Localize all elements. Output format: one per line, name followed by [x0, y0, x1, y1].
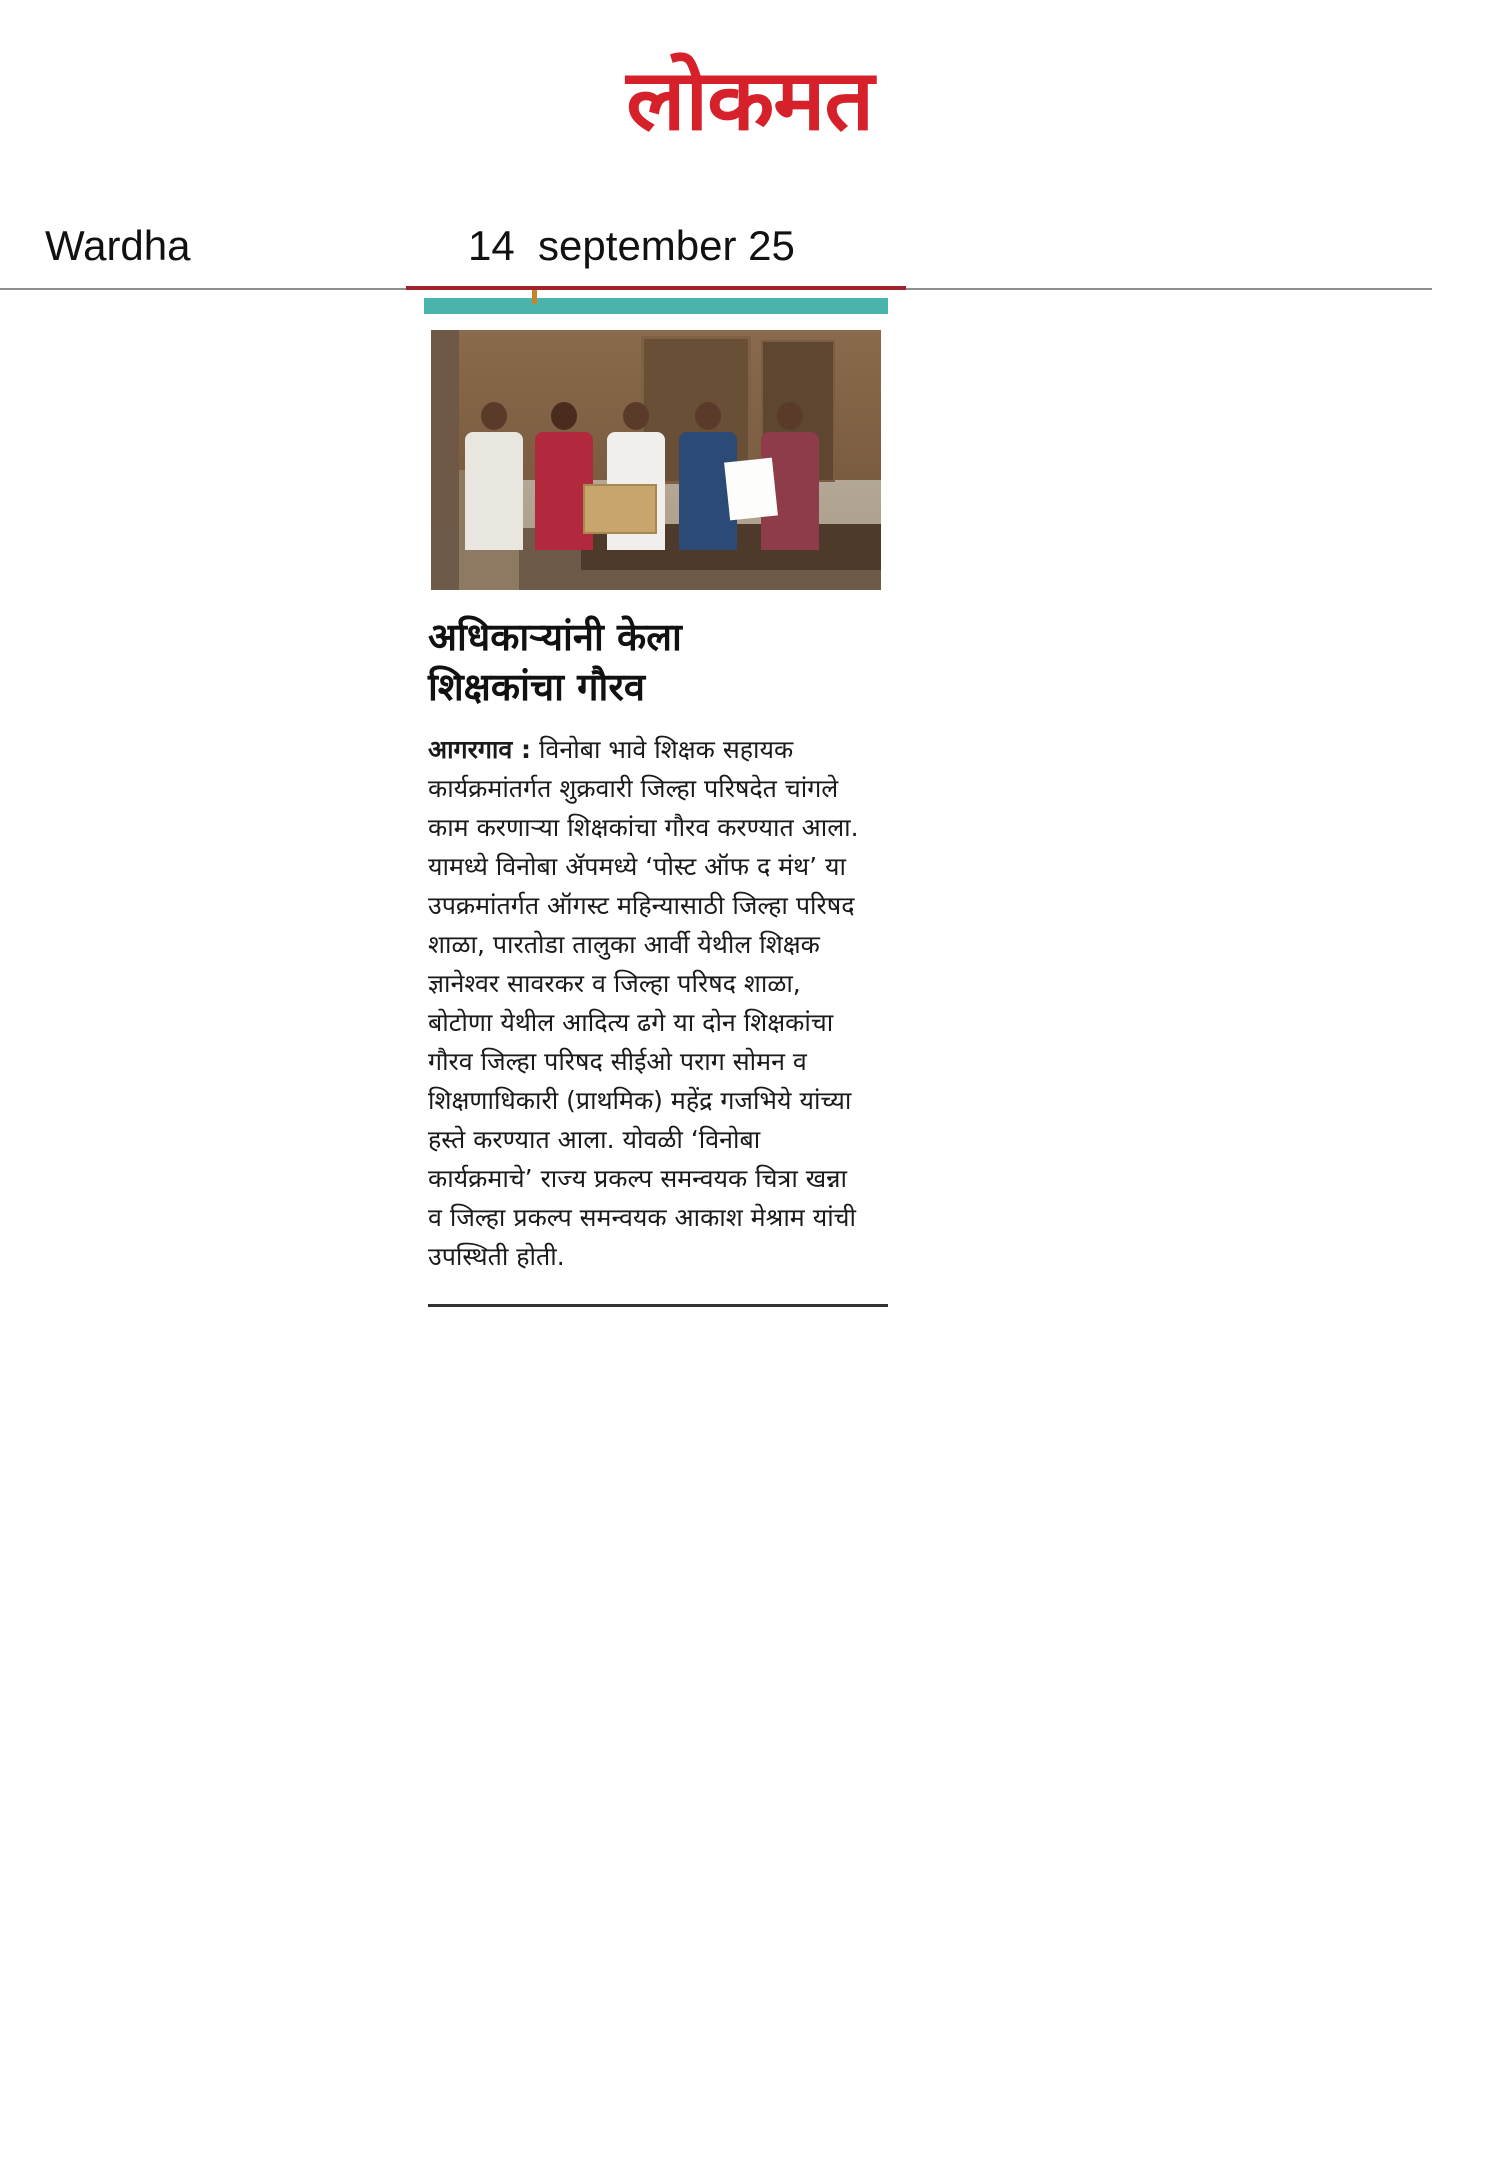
photo-person-head [481, 402, 507, 430]
clipping-bottom-rule [428, 1304, 888, 1307]
news-clipping [406, 286, 906, 1307]
article-body [428, 730, 860, 1276]
header-row [0, 218, 1500, 288]
masthead [0, 52, 1500, 148]
photo-person-body [465, 432, 523, 550]
article-headline [428, 612, 868, 712]
clipping-tick-mark [532, 290, 537, 304]
photo-person-1 [465, 402, 523, 550]
clipping-teal-bar [424, 298, 888, 314]
photo-person-head [623, 402, 649, 430]
photo-person-head [551, 402, 577, 430]
photo-certificate [724, 458, 778, 521]
photo-award-box [583, 484, 657, 534]
news-photo [431, 330, 881, 590]
article-dateline: आगरगाव : [428, 735, 532, 764]
article-headline-line2: शिक्षकांचा गौरव [428, 665, 646, 709]
clipping-top-rule [406, 286, 906, 290]
photo-person-head [777, 402, 803, 430]
lokmat-logo: लोकमत [626, 51, 874, 149]
place-label: Wardha [45, 222, 191, 269]
article-headline-line1: अधिकाऱ्यांनी केला [428, 615, 682, 659]
article-body-text: विनोबा भावे शिक्षक सहायक कार्यक्रमांतर्गत शुक्रवारी जिल्हा परिषदेत चांगले काम करणाऱ्या शिक्षकांचा गौरव करण्यात आला. यामध्ये विनोबा ॲपमध्ये ‘पोस्ट ऑफ द मंथ’ या उपक्रमांतर्गत ऑगस्ट महिन्यासाठी जिल्हा परिषद शाळा, पारतोडा तालुका आर्वी येथील शिक्षक ज्ञानेश्वर सावरकर व जिल्हा परिषद शाळा, बोटोणा येथील आदित्य ढगे या दोन शिक्षकांचा गौरव जिल्हा परिषद सीईओ पराग सोमन व शिक्षणाधिकारी (प्राथमिक) महेंद्र गजभिये यांच्या हस्ते करण्यात आला. योवळी ‘विनोबा कार्यक्रमाचे’ राज्य प्रकल्प समन्वयक चित्रा खन्ना व जिल्हा प्रकल्प समन्वयक आकाश मेश्राम यांची उपस्थिती होती. [428, 735, 859, 1271]
photo-person-head [695, 402, 721, 430]
date-label: 14 september 25 [468, 222, 795, 269]
